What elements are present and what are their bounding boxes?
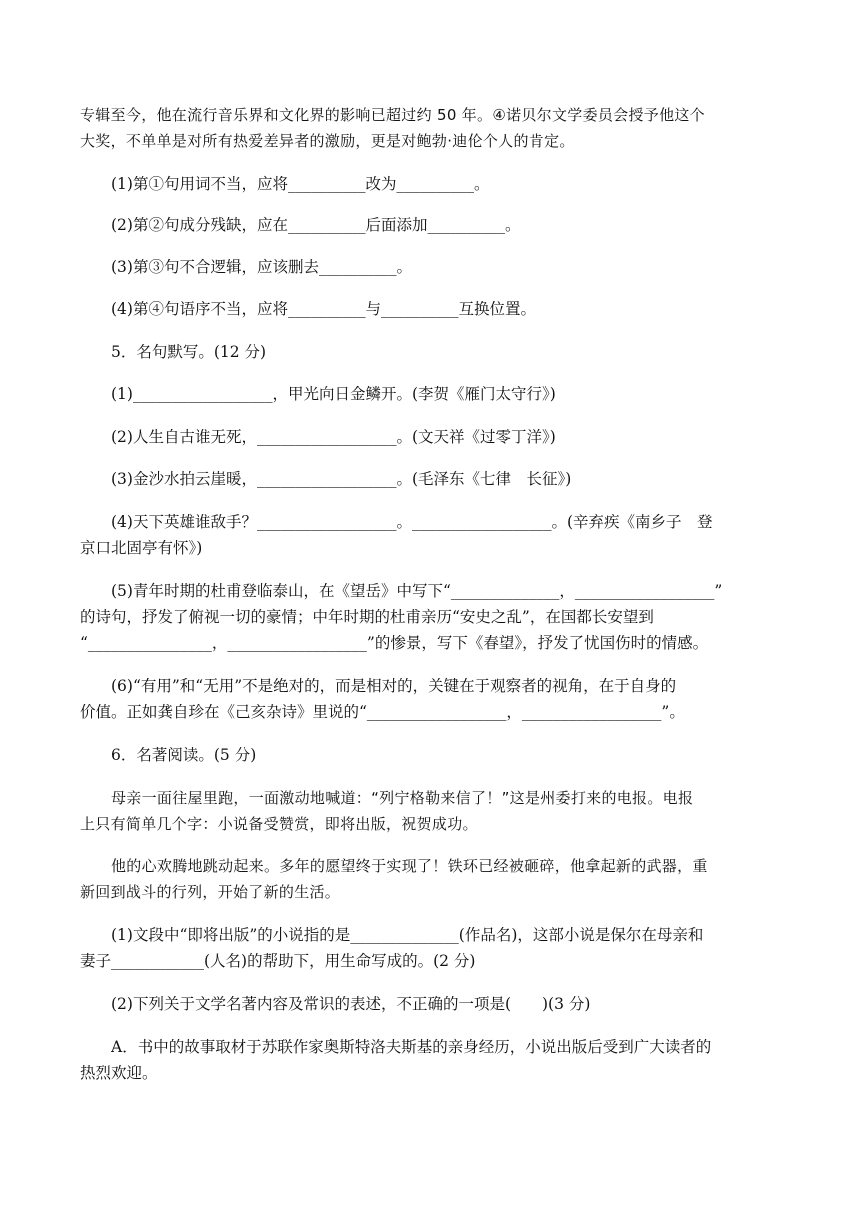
question-5-item-5-line-3: “________________，__________________”的惨景，写下《春望》，抒发了忧国伤时的情感。 (80, 634, 709, 652)
question-5-title: 5．名句默写。(12 分) (111, 343, 267, 361)
question-5-item-5-line-1: (5)青年时期的杜甫登临泰山，在《望岳》中写下“______________，__________________” (111, 582, 723, 600)
intro-line-1: 专辑至今，他在流行音乐界和文化界的影响已超过约 50 年。④诺贝尔文学委员会授予他这个 (80, 106, 705, 124)
question-6-item-1-line-1: (1)文段中“即将出版”的小说指的是______________(作品名)，这部小说是保尔在母亲和 (111, 926, 704, 944)
passage-paragraph-2-line-1: 他的心欢腾地跳动起来。多年的愿望终于实现了！铁环已经被砸碎，他拿起新的武器，重 (111, 857, 708, 875)
question-4-item-3: (3)第③句不合逻辑，应该删去__________。 (111, 258, 412, 276)
question-6-item-2: (2)下列关于文学名著内容及常识的表述，不正确的一项是( )(3 分) (111, 995, 591, 1013)
passage-paragraph-2-line-2: 新回到战斗的行列，开始了新的生活。 (80, 883, 341, 901)
question-5-item-6-line-1: (6)“有用”和“无用”不是绝对的，而是相对的，关键在于观察者的视角，在于自身的 (111, 677, 677, 695)
passage-paragraph-1-line-1: 母亲一面往屋里跑，一面激动地喊道：“列宁格勒来信了！”这是州委打来的电报。电报 (111, 789, 694, 807)
question-6-title: 6．名著阅读。(5 分) (111, 746, 257, 764)
question-4-item-2: (2)第②句成分残缺，应在__________后面添加__________。 (111, 216, 521, 234)
question-5-item-4-line-1: (4)天下英雄谁敌手？__________________。__________________。(辛弃疾《南乡子 登 (111, 513, 713, 531)
question-5-item-4-line-2: 京口北固亭有怀》) (80, 539, 203, 557)
question-4-item-4: (4)第④句语序不当，应将__________与__________互换位置。 (111, 300, 536, 318)
question-5-item-5-line-2: 的诗句，抒发了俯视一切的豪情；中年时期的杜甫亲历“安史之乱”，在国都长安望到 (80, 608, 654, 626)
question-5-item-2: (2)人生自古谁无死，__________________。(文天祥《过零丁洋》) (111, 428, 556, 446)
question-6-item-1-line-2: 妻子____________(人名)的帮助下，用生命写成的。(2 分) (80, 952, 476, 970)
option-a-line-2: 热烈欢迎。 (80, 1064, 158, 1082)
question-5-item-3: (3)金沙水拍云崖暖，__________________。(毛泽东《七律 长征》) (111, 470, 572, 488)
option-a-line-1: A．书中的故事取材于苏联作家奥斯特洛夫斯基的亲身经历，小说出版后受到广大读者的 (111, 1038, 712, 1056)
passage-paragraph-1-line-2: 上只有简单几个字：小说备受赞赏，即将出版，祝贺成功。 (80, 815, 478, 833)
question-5-item-6-line-2: 价值。正如龚自珍在《己亥杂诗》里说的“__________________，__________________”。 (80, 703, 685, 721)
question-5-item-1: (1)__________________，甲光向日金鳞开。(李贺《雁门太守行》) (111, 385, 556, 403)
intro-line-2: 大奖，不单单是对所有热爱差异者的激励，更是对鲍勃·迪伦个人的肯定。 (80, 132, 575, 150)
question-4-item-1: (1)第①句用词不当，应将__________改为__________。 (111, 175, 490, 193)
